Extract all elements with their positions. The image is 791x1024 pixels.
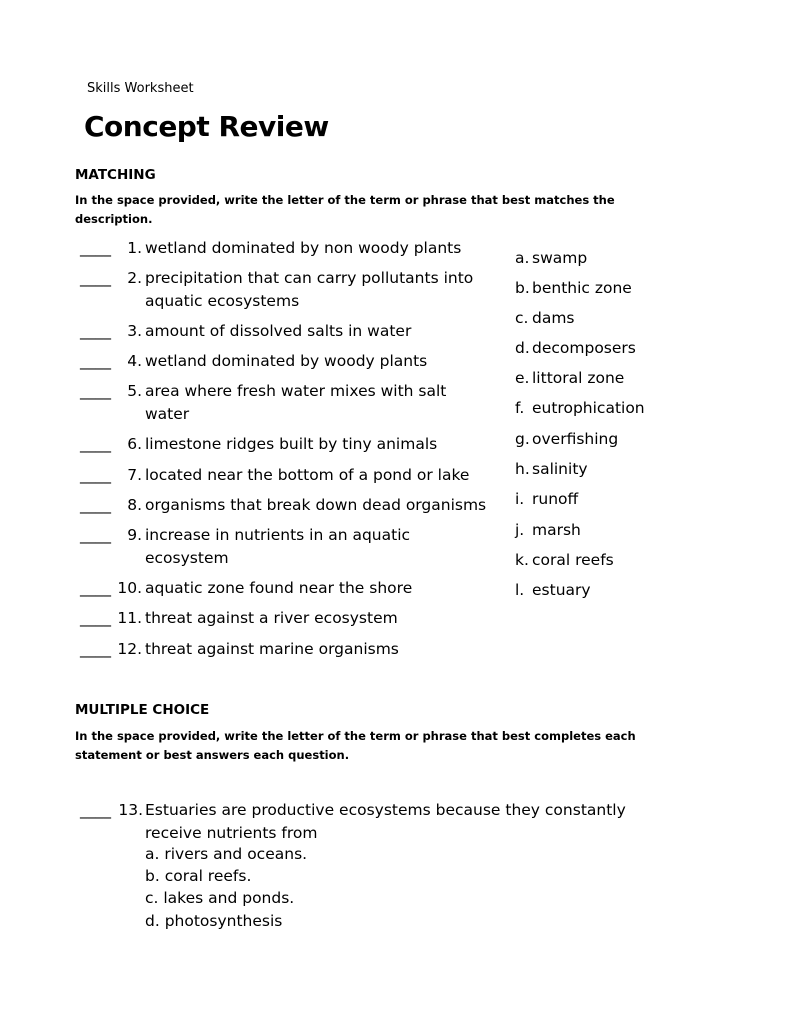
question-number: 9. bbox=[127, 526, 142, 544]
question-number: 3. bbox=[127, 322, 142, 340]
choice-d: d. photosynthesis bbox=[145, 912, 283, 930]
answer-letter: b. bbox=[515, 279, 530, 297]
answer-term: runoff bbox=[532, 490, 579, 508]
multiple-choice-instructions: In the space provided, write the letter of the term or phrase that best completes each statement or best answers each question. bbox=[75, 729, 636, 762]
answer-letter: l. bbox=[515, 581, 525, 599]
answer-term: estuary bbox=[532, 581, 591, 599]
answer-letter: j. bbox=[515, 521, 525, 539]
answer-blank[interactable]: ____ bbox=[80, 609, 111, 627]
answer-term: littoral zone bbox=[532, 369, 625, 387]
answer-blank[interactable]: ____ bbox=[80, 579, 111, 597]
worksheet-label: Skills Worksheet bbox=[87, 81, 194, 96]
answer-term: marsh bbox=[532, 521, 581, 539]
answer-blank[interactable]: ____ bbox=[80, 496, 111, 514]
question-text: threat against marine organisms bbox=[145, 640, 399, 658]
answer-blank[interactable]: ____ bbox=[80, 382, 111, 400]
question-number: 2. bbox=[127, 269, 142, 287]
answer-term: benthic zone bbox=[532, 279, 632, 297]
answer-option-h bbox=[515, 460, 588, 478]
answer-letter: g. bbox=[515, 430, 530, 448]
answer-term: eutrophication bbox=[532, 399, 645, 417]
multiple-choice-heading: MULTIPLE CHOICE bbox=[75, 702, 210, 718]
answer-option-d bbox=[515, 339, 636, 357]
answer-blank[interactable]: ____ bbox=[80, 435, 111, 453]
answer-letter: d. bbox=[515, 339, 530, 357]
question-number: 13. bbox=[118, 801, 143, 819]
answer-term: swamp bbox=[532, 249, 588, 267]
answer-letter: f. bbox=[515, 399, 525, 417]
answer-blank[interactable]: ____ bbox=[80, 239, 111, 257]
answer-term: overfishing bbox=[532, 430, 619, 448]
answer-letter: h. bbox=[515, 460, 530, 478]
question-text: increase in nutrients in an aquatic ecosystem bbox=[145, 526, 411, 567]
answer-term: dams bbox=[532, 309, 575, 327]
question-text: wetland dominated by non woody plants bbox=[145, 239, 462, 257]
answer-letter: c. bbox=[515, 309, 529, 327]
question-number: 12. bbox=[117, 640, 142, 658]
question-number: 11. bbox=[117, 609, 142, 627]
question-number: 8. bbox=[127, 496, 142, 514]
answer-term: coral reefs bbox=[532, 551, 614, 569]
answer-option-j bbox=[515, 521, 581, 539]
question-number: 4. bbox=[127, 352, 142, 370]
choice-b: b. coral reefs. bbox=[145, 867, 252, 885]
answer-option-c bbox=[515, 309, 575, 327]
question-text: aquatic zone found near the shore bbox=[145, 579, 413, 597]
page-title: Concept Review bbox=[84, 110, 329, 143]
question-number: 6. bbox=[127, 435, 142, 453]
answer-blank[interactable]: ____ bbox=[80, 526, 111, 544]
answer-option-l bbox=[515, 581, 591, 599]
answer-option-f bbox=[515, 399, 645, 417]
answer-blank[interactable]: ____ bbox=[80, 352, 111, 370]
question-text: precipitation that can carry pollutants into aquatic ecosystems bbox=[145, 269, 474, 310]
answer-letter: k. bbox=[515, 551, 529, 569]
answer-option-e bbox=[515, 369, 624, 387]
answer-letter: e. bbox=[515, 369, 530, 387]
choice-a: a. rivers and oceans. bbox=[145, 845, 308, 863]
matching-heading: MATCHING bbox=[75, 167, 156, 183]
matching-instructions: In the space provided, write the letter of the term or phrase that best matches the description. bbox=[75, 193, 615, 226]
question-text: threat against a river ecosystem bbox=[145, 609, 398, 627]
answer-option-i bbox=[515, 490, 578, 508]
question-number: 10. bbox=[117, 579, 142, 597]
question-text: Estuaries are productive ecosystems because they constantly receive nutrients from bbox=[145, 801, 626, 842]
question-number: 5. bbox=[127, 382, 142, 400]
answer-letter: i. bbox=[515, 490, 525, 508]
question-text: amount of dissolved salts in water bbox=[145, 322, 412, 340]
answer-blank[interactable]: ____ bbox=[80, 269, 111, 287]
answer-option-b bbox=[515, 279, 632, 297]
answer-blank[interactable]: ____ bbox=[80, 801, 111, 819]
question-text: limestone ridges built by tiny animals bbox=[145, 435, 438, 453]
answer-term: decomposers bbox=[532, 339, 636, 357]
answer-term: salinity bbox=[532, 460, 588, 478]
question-text: organisms that break down dead organisms bbox=[145, 496, 487, 514]
answer-option-g bbox=[515, 430, 618, 448]
question-number: 7. bbox=[127, 466, 142, 484]
answer-blank[interactable]: ____ bbox=[80, 466, 111, 484]
question-number: 1. bbox=[127, 239, 142, 257]
answer-blank[interactable]: ____ bbox=[80, 322, 111, 340]
answer-blank[interactable]: ____ bbox=[80, 640, 111, 658]
choice-c: c. lakes and ponds. bbox=[145, 889, 295, 907]
question-text: wetland dominated by woody plants bbox=[145, 352, 428, 370]
answer-option-k bbox=[515, 551, 614, 569]
answer-letter: a. bbox=[515, 249, 530, 267]
question-text: area where fresh water mixes with salt water bbox=[145, 382, 447, 423]
answer-option-a bbox=[515, 249, 587, 267]
question-text: located near the bottom of a pond or lake bbox=[145, 466, 470, 484]
